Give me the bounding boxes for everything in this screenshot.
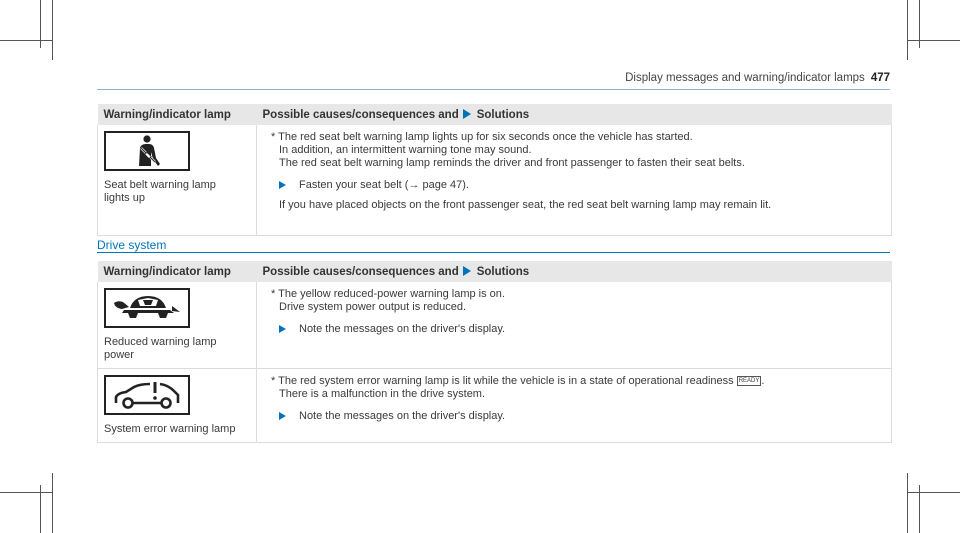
cause-text: Drive system power output is reduced. [279, 301, 467, 313]
lamp-label-line2: power [104, 349, 134, 361]
ready-indicator-icon: READY [738, 378, 760, 385]
section-title: Drive system [97, 238, 167, 252]
seat-belt-icon-graphic [127, 134, 167, 168]
lamp-cell [98, 282, 257, 369]
table-header-row [98, 104, 892, 125]
table-row [98, 282, 892, 369]
cause-text: * The red seat belt warning lamp lights up for six seconds once the vehicle has started. [271, 131, 693, 143]
action-text: Note the messages on the driver's display. [299, 323, 506, 335]
page-number: 477 [870, 72, 890, 84]
turtle-icon [104, 288, 190, 328]
column-header-solutions [257, 104, 892, 125]
action-item [271, 323, 885, 336]
solution-cell [257, 282, 892, 369]
drive-system-fault-icon [104, 375, 190, 415]
action-item [271, 410, 885, 423]
lamp-cell [98, 125, 257, 235]
action-arrow-icon [279, 325, 286, 333]
table-row [98, 125, 892, 235]
drive-system-fault-icon-graphic [110, 379, 184, 411]
column-header-lamp: Warning/indicator lamp [98, 104, 257, 125]
lamp-label-line2: lights up [104, 192, 145, 204]
cause-text: The red seat belt warning lamp reminds the driver and front passenger to fasten their seat belts. [279, 157, 745, 169]
table-row [98, 369, 892, 443]
header-rule [97, 89, 890, 90]
cause-text-start: * The red system error warning lamp is lit while the vehicle is in a state of operational readiness [271, 375, 734, 387]
arrow-right-icon [463, 266, 471, 276]
column-header-solutions-text: Solutions [476, 265, 530, 278]
seat-belt-warning-icon [104, 131, 190, 171]
lamp-label: Reduced warning lamp [104, 336, 217, 348]
crop-mark [0, 492, 52, 493]
cause-text: In addition, an intermittent warning tone may sound. [279, 144, 532, 156]
column-header-text: Possible causes/consequences and [262, 265, 459, 278]
column-header-solutions [257, 261, 892, 282]
cause-text: There is a malfunction in the drive system. [279, 388, 486, 400]
column-header-lamp: Warning/indicator lamp [98, 261, 257, 282]
section-rule [97, 252, 890, 253]
crop-mark [907, 473, 908, 533]
lamp-label: System error warning lamp [104, 423, 236, 435]
action-arrow-icon [279, 181, 286, 189]
solution-cell [257, 125, 892, 235]
column-header-text: Possible causes/consequences and [262, 108, 459, 121]
crop-mark [907, 0, 908, 60]
action-text: Fasten your seat belt ( [299, 179, 409, 191]
header-title: Display messages and warning/indicator lamps [625, 72, 865, 84]
note-text: If you have placed objects on the front passenger seat, the red seat belt warning lamp may remain lit. [279, 199, 772, 211]
drive-system-table [97, 261, 892, 443]
solution-cell [257, 369, 892, 443]
turtle-icon-graphic [110, 292, 184, 324]
action-text: Note the messages on the driver's display. [299, 410, 506, 422]
lamp-label: Seat belt warning lamp [104, 179, 216, 191]
column-header-solutions-text: Solutions [476, 108, 530, 121]
action-arrow-icon [279, 412, 286, 420]
page-ref-arrow-icon: → [408, 179, 420, 191]
seat-belt-table [97, 104, 892, 236]
running-header [625, 72, 890, 84]
crop-mark [0, 40, 52, 41]
action-item [271, 179, 885, 192]
crop-mark [908, 492, 960, 493]
table-header-row [98, 261, 892, 282]
crop-mark [52, 473, 53, 533]
arrow-right-icon [463, 109, 471, 119]
crop-mark [908, 40, 960, 41]
page-reference-link[interactable]: page 47). [419, 179, 469, 191]
cause-text [271, 375, 885, 388]
cause-text: * The yellow reduced-power warning lamp is on. [271, 288, 505, 300]
cause-text-end: . [761, 375, 765, 387]
crop-mark [52, 0, 53, 60]
lamp-cell [98, 369, 257, 443]
